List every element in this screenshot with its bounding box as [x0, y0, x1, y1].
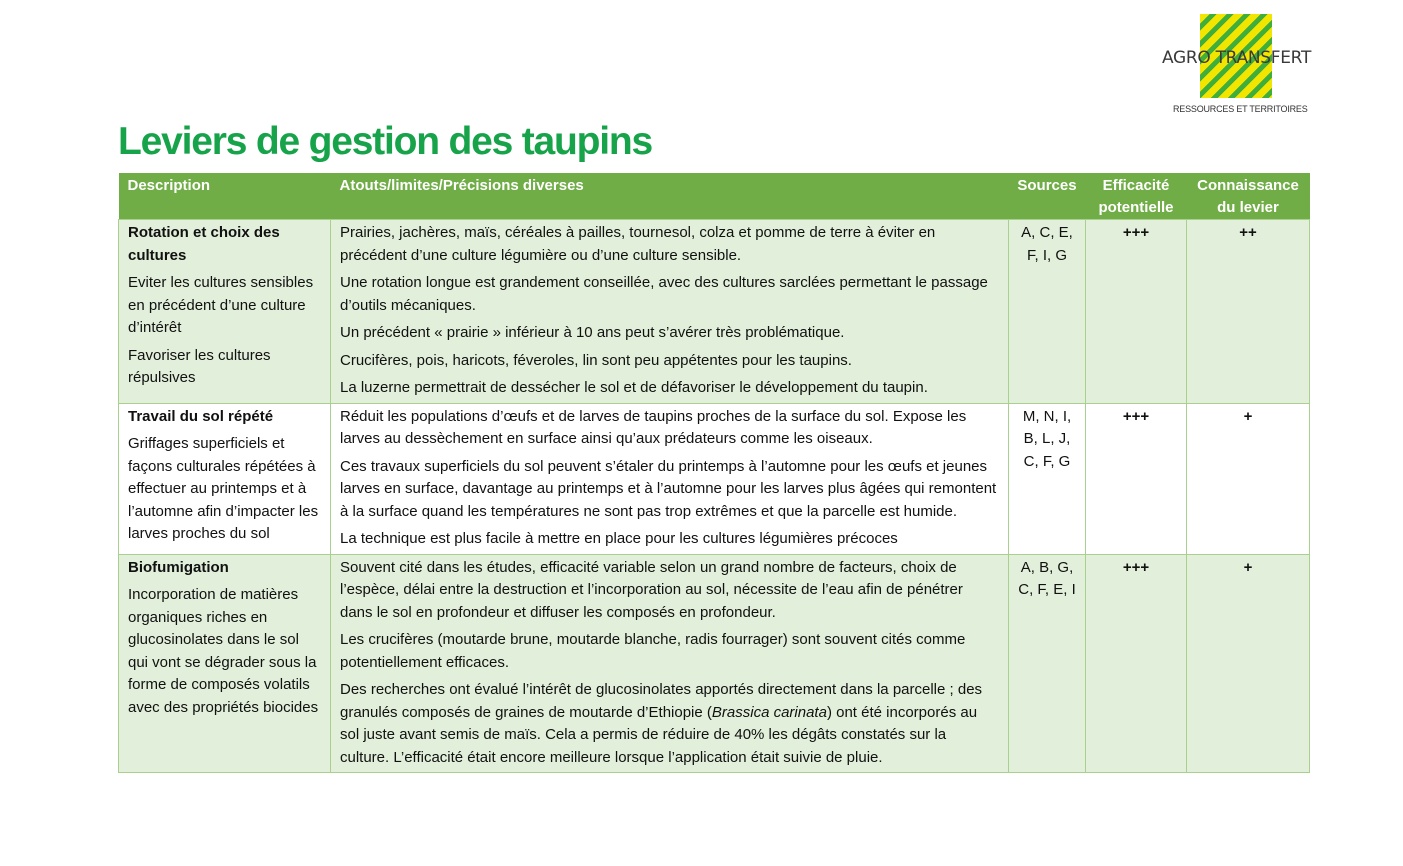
- detail-paragraph: Réduit les populations d’œufs et de larves de taupins proches de la surface du sol. Expose les larves au dessèchement en surface ainsi qu’aux prédateurs comme les oiseaux.: [340, 407, 967, 447]
- detail-text: Des recherches ont évalué l’intérêt de glucosinolates apportés directement dans la parcelle ; des granulés composés de graines de moutarde d’Ethiopie (: [340, 681, 983, 721]
- source-line: A, B, G,: [1020, 558, 1074, 576]
- detail-paragraph: [340, 679, 999, 769]
- source-line: A, C, E,: [1021, 224, 1073, 241]
- sources-cell: [1009, 403, 1086, 554]
- detail-paragraph: Une rotation longue est grandement conseillée, avec des cultures sarclées permettant le passage d’outils mécaniques.: [340, 274, 988, 314]
- detail-paragraph: Ces travaux superficiels du sol peuvent s’étaler du printemps à l’automne pour les œufs et jeunes larves en surface, davantage au printemps et à l’automne pour les larves plus âgées qui remontent à la surface quand les températures ne sont pas trop extrêmes et que la parcelle est humide.: [340, 457, 997, 520]
- source-line: F, I, G: [1026, 246, 1067, 264]
- connaissance-cell: +: [1187, 554, 1310, 773]
- lever-name: Biofumigation: [128, 558, 229, 576]
- table-header-row: [119, 173, 1310, 220]
- lever-name: Rotation et choix des cultures: [128, 224, 280, 264]
- source-line: C, F, E, I: [1018, 581, 1076, 598]
- species-name: Brassica carinata: [711, 703, 827, 721]
- detail-text: ) ont été incorporés au sol juste avant semis de maïs. Cela a permis de réduire de 40% les dégâts constatés sur la culture. L’efficacité était encore meilleure lorsque l’application était suivie de pluie.: [340, 703, 978, 766]
- levers-table: [118, 173, 1310, 773]
- row-details-cell: [331, 554, 1009, 773]
- row-description-cell: [119, 403, 331, 554]
- logo-brand-text: AGRO TRANSFERT: [1162, 48, 1312, 68]
- source-line: B, L, J,: [1023, 430, 1071, 447]
- header-sources: Sources: [1009, 173, 1086, 220]
- connaissance-cell: ++: [1187, 220, 1310, 404]
- header-atouts: Atouts/limites/Précisions diverses: [331, 173, 1009, 220]
- detail-paragraph: Crucifères, pois, haricots, féveroles, lin sont peu appétentes pour les taupins.: [340, 351, 852, 369]
- table-row: [119, 403, 1310, 554]
- page-title: Leviers de gestion des taupins: [118, 120, 652, 163]
- table-row: [119, 220, 1310, 404]
- detail-paragraph: Prairies, jachères, maïs, céréales à pailles, tournesol, colza et pomme de terre à éviter en précédent d’une culture légumière ou d’une culture sensible.: [340, 224, 936, 264]
- efficacite-cell: +++: [1086, 403, 1187, 554]
- sources-cell: [1009, 220, 1086, 404]
- agro-transfert-logo: [1160, 14, 1320, 118]
- detail-paragraph: La technique est plus facile à mettre en place pour les cultures légumières précoces: [340, 530, 898, 547]
- lever-description: Griffages superficiels et façons culturales répétées à effectuer au printemps et à l’automne afin d’impacter les larves proches du sol: [128, 435, 319, 542]
- source-line: M, N, I,: [1022, 407, 1072, 425]
- logo-subtitle: RESSOURCES ET TERRITOIRES: [1173, 104, 1308, 114]
- efficacite-cell: +++: [1086, 220, 1187, 404]
- lever-description: Incorporation de matières organiques riches en glucosinolates dans le sol qui vont se dégrader sous la forme de composés volatils avec des propriétés biocides: [128, 586, 319, 716]
- source-line: C, F, G: [1023, 452, 1071, 470]
- efficacite-cell: +++: [1086, 554, 1187, 773]
- row-description-cell: [119, 220, 331, 404]
- row-details-cell: [331, 403, 1009, 554]
- header-efficacite: Efficacité potentielle: [1086, 173, 1187, 220]
- row-description-cell: [119, 554, 331, 773]
- connaissance-cell: +: [1187, 403, 1310, 554]
- table-row: [119, 554, 1310, 773]
- detail-paragraph: Les crucifères (moutarde brune, moutarde blanche, radis fourrager) sont souvent cités comme potentiellement efficaces.: [340, 631, 966, 671]
- lever-description: Eviter les cultures sensibles en précédent d’une culture d’intérêt: [128, 274, 314, 336]
- lever-name: Travail du sol répété: [128, 407, 274, 425]
- header-description: Description: [119, 173, 331, 220]
- detail-paragraph: Souvent cité dans les études, efficacité variable selon un grand nombre de facteurs, choix de l’espèce, délai entre la destruction et l’incorporation au sol, nécessite de l’eau afin de pénétrer dans le sol en profondeur et diffuser les composés en profondeur.: [340, 558, 963, 621]
- detail-paragraph: Un précédent « prairie » inférieur à 10 ans peut s’avérer très problématique.: [340, 324, 845, 341]
- detail-paragraph: La luzerne permettrait de dessécher le sol et de défavoriser le développement du taupin.: [340, 379, 928, 396]
- row-details-cell: [331, 220, 1009, 404]
- lever-description: Favoriser les cultures répulsives: [128, 346, 271, 386]
- sources-cell: [1009, 554, 1086, 773]
- header-connaissance: Connaissance du levier: [1187, 173, 1310, 220]
